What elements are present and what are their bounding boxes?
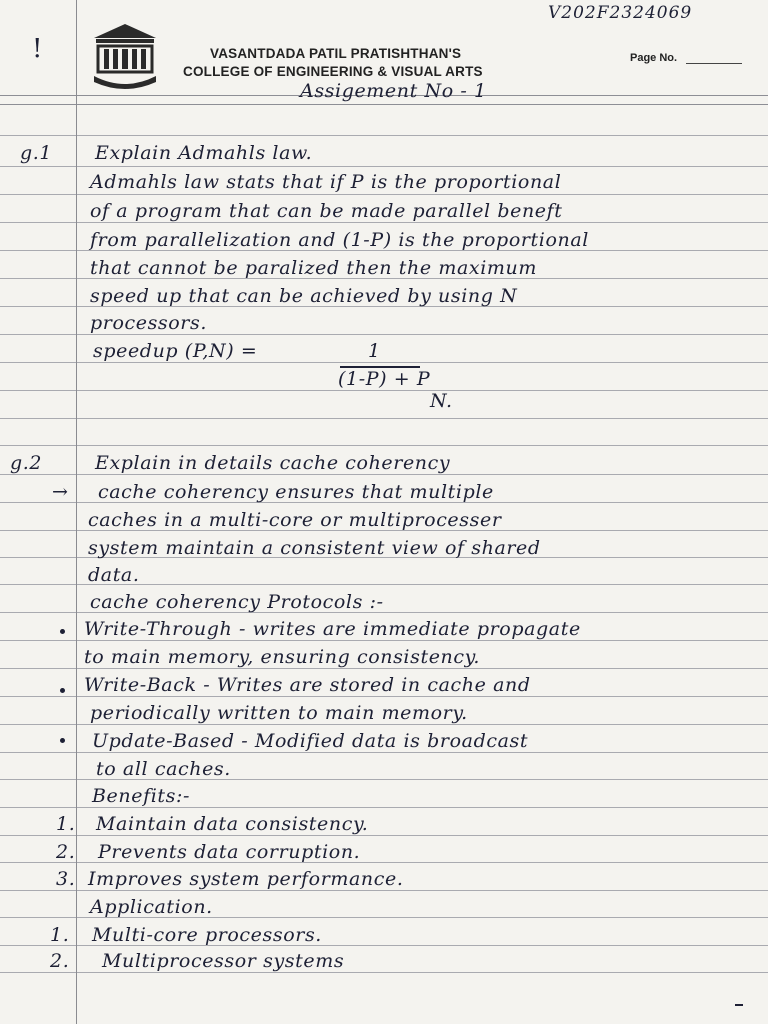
ruled-line	[0, 890, 768, 891]
ruled-line	[0, 362, 768, 363]
ruled-line	[0, 724, 768, 725]
college-name-line1: VASANTDADA PATIL PRATISHTHAN'S	[210, 46, 462, 61]
question-number: g.1	[20, 142, 53, 164]
ruled-line	[0, 640, 768, 641]
application-item: Multi-core processors.	[92, 924, 322, 946]
list-number: 1.	[50, 924, 70, 946]
ruled-line	[0, 104, 768, 105]
formula-numerator: 1	[368, 340, 381, 362]
college-logo-icon	[90, 22, 160, 90]
ruled-line	[0, 166, 768, 167]
ruled-line	[0, 474, 768, 475]
question-text: Explain in details cache coherency	[95, 452, 451, 474]
page-number-label: Page No.	[630, 52, 678, 64]
ruled-line	[0, 135, 768, 136]
answer-line: processors.	[90, 312, 207, 334]
answer-line: Admahls law stats that if P is the proportional	[90, 171, 562, 193]
ruled-line	[0, 807, 768, 808]
protocol-line: to main memory, ensuring consistency.	[84, 646, 481, 668]
ruled-line	[0, 390, 768, 391]
formula-lhs: speedup (P,N) =	[93, 340, 258, 362]
protocol-line: periodically written to main memory.	[90, 702, 468, 724]
benefit-item: Prevents data corruption.	[98, 841, 361, 863]
benefits-heading: Benefits:-	[92, 785, 191, 807]
question-number: g.2	[10, 452, 43, 474]
corner-mark: !	[32, 34, 44, 64]
protocol-line: to all caches.	[96, 758, 231, 780]
list-number: 2.	[50, 950, 70, 972]
answer-line: from parallelization and (1-P) is the proportional	[90, 229, 589, 251]
ruled-line	[0, 972, 768, 973]
arrow-icon: →	[52, 481, 69, 503]
answer-line: that cannot be paralized then the maximum	[90, 257, 537, 279]
ruled-line	[0, 194, 768, 195]
ruled-line	[0, 222, 768, 223]
college-name-line2: COLLEGE OF ENGINEERING & VISUAL ARTS	[183, 64, 483, 79]
benefit-item: Maintain data consistency.	[96, 813, 369, 835]
ruled-line	[0, 696, 768, 697]
assignment-title: Assigement No - 1	[300, 80, 487, 102]
protocol-line: Write-Through - writes are immediate propagate	[84, 618, 581, 640]
question-text: Explain Admahls law.	[95, 142, 313, 164]
ruled-line	[0, 752, 768, 753]
bullet-icon	[60, 629, 65, 634]
answer-line: caches in a multi-core or multiprocesser	[88, 509, 502, 531]
application-item: Multiprocessor systems	[102, 950, 345, 972]
ruled-line	[0, 835, 768, 836]
formula-denominator: (1-P) + P	[338, 368, 431, 390]
page-number-blank	[686, 63, 742, 64]
bullet-icon	[60, 738, 65, 743]
answer-line: cache coherency ensures that multiple	[98, 481, 494, 503]
answer-line: speed up that can be achieved by using N	[90, 285, 518, 307]
protocol-line: Write-Back - Writes are stored in cache and	[84, 674, 531, 696]
roll-number: V202F2324069	[548, 3, 693, 23]
ruled-line	[0, 445, 768, 446]
margin-line	[76, 0, 77, 1024]
bullet-icon	[60, 688, 65, 693]
protocol-line: Update-Based - Modified data is broadcast	[92, 730, 529, 752]
application-heading: Application.	[90, 896, 213, 918]
ruled-line	[0, 334, 768, 335]
formula-denominator-n: N.	[430, 390, 453, 412]
answer-line: system maintain a consistent view of shared	[88, 537, 541, 559]
ruled-line	[0, 418, 768, 419]
ruled-line	[0, 668, 768, 669]
answer-line: data.	[88, 564, 140, 586]
list-number: 1.	[56, 813, 76, 835]
ink-dot	[735, 1004, 743, 1006]
benefit-item: Improves system performance.	[88, 868, 404, 890]
protocols-heading: cache coherency Protocols :-	[90, 591, 384, 613]
list-number: 2.	[56, 841, 76, 863]
list-number: 3.	[56, 868, 76, 890]
answer-line: of a program that can be made parallel beneft	[90, 200, 563, 222]
